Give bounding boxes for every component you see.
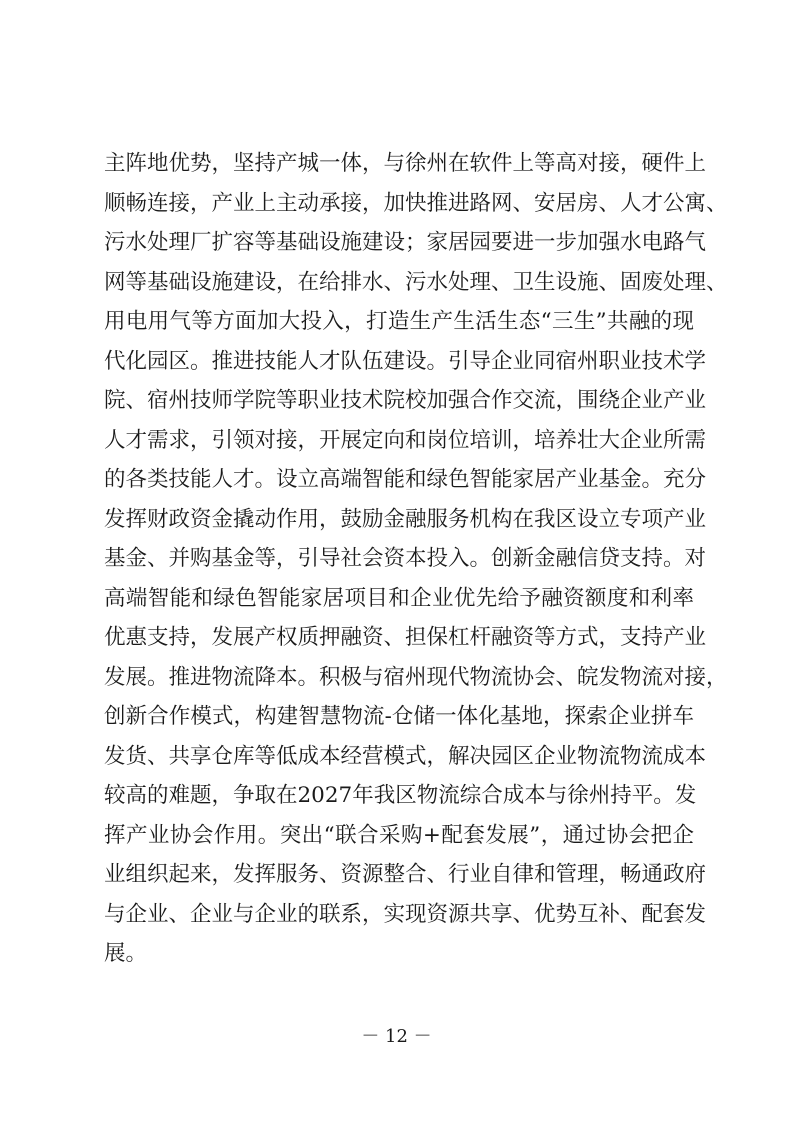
text-line: 发展。推进物流降本。积极与宿州现代物流协会、皖发物流对接，	[104, 664, 728, 690]
text-line: 较高的难题，争取在2027年我区物流综合成本与徐州持平。发	[104, 783, 697, 808]
text-line: 展。	[104, 941, 148, 966]
text-line: 人才需求，引领对接，开展定向和岗位培训，培养壮大企业所需	[104, 427, 707, 453]
text-line: 创新合作模式，构建智慧物流-仓储一体化基地，探索企业拼车	[104, 704, 694, 729]
text-line: 业组织起来，发挥服务、资源整合、行业自律和管理，畅通政府	[104, 862, 707, 887]
text-line: 优惠支持，发展产权质押融资、担保杠杆融资等方式，支持产业	[104, 625, 707, 650]
text-line: 发挥财政资金撬动作用，鼓励金融服务机构在我区设立专项产业	[104, 506, 707, 532]
text-line: 主阵地优势，坚持产城一体，与徐州在软件上等高对接，硬件上	[104, 151, 707, 176]
text-line: 挥产业协会作用。突出“联合采购+配套发展”，通过协会把企	[104, 822, 694, 848]
text-line: 污水处理厂扩容等基础设施建设；家居园要进一步加强水电路气	[104, 230, 707, 255]
text-line: 用电用气等方面加大投入，打造生产生活生态“三生”共融的现	[104, 309, 694, 334]
text-line: 顺畅连接，产业上主动承接，加快推进路网、安居房、人才公寓、	[104, 190, 728, 216]
text-line: 发货、共享仓库等低成本经营模式，解决园区企业物流物流成本	[104, 743, 707, 769]
text-line: 院、宿州技师学院等职业技术院校加强合作交流，围绕企业产业	[104, 388, 707, 413]
text-line: 代化园区。推进技能人才队伍建设。引导企业同宿州职业技术学	[104, 348, 707, 374]
text-line: 高端智能和绿色智能家居项目和企业优先给予融资额度和利率	[104, 585, 694, 611]
text-line: 的各类技能人才。设立高端智能和绿色智能家居产业基金。充分	[104, 467, 707, 492]
body-paragraph	[104, 144, 728, 974]
text-line: 与企业、企业与企业的联系，实现资源共享、优势互补、配套发	[104, 901, 707, 927]
text-line: 基金、并购基金等，引导社会资本投入。创新金融信贷支持。对	[104, 546, 707, 571]
text-line: 网等基础设施建设，在给排水、污水处理、卫生设施、固废处理、	[104, 269, 728, 295]
page-number: － 12 －	[361, 1026, 432, 1047]
